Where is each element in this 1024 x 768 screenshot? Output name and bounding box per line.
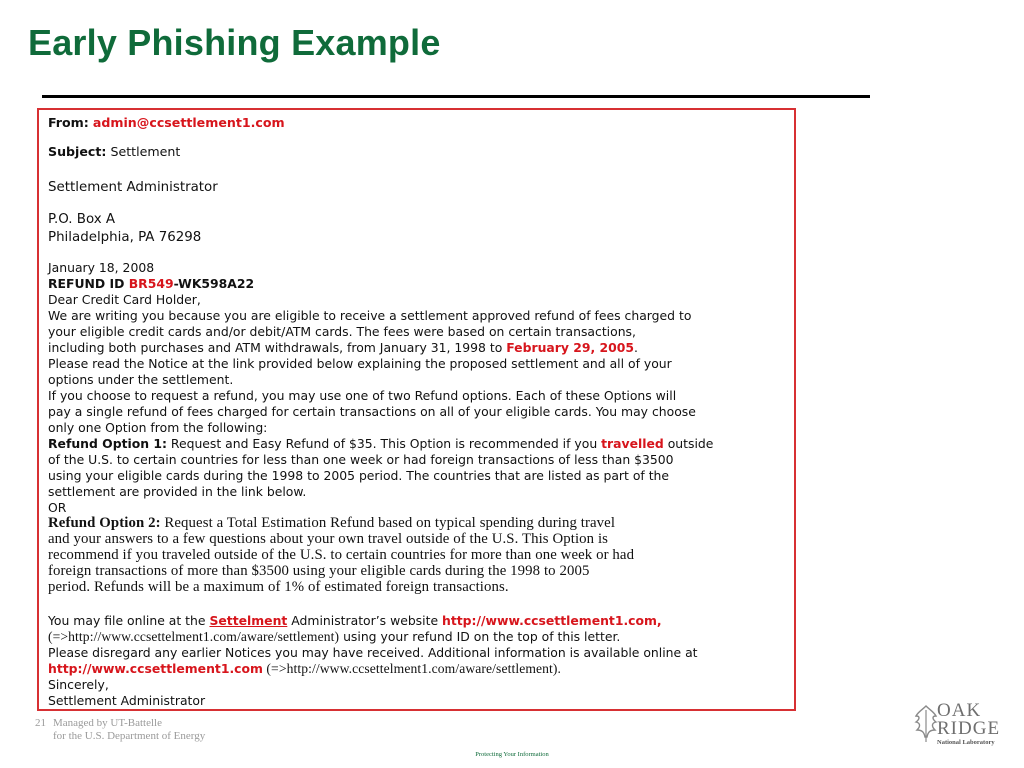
footer-organization: [53, 717, 205, 743]
option-1-text-end: outside: [663, 436, 714, 451]
from-label: From:: [48, 115, 89, 130]
paragraph-1-line-3-end: .: [634, 340, 638, 355]
signoff: Sincerely,: [48, 677, 109, 692]
option-1-line-1: [48, 436, 713, 452]
from-line: [48, 115, 285, 131]
option-2-line-1: [48, 515, 615, 531]
option-1-text: Request and Easy Refund of $35. This Option is recommended if you: [166, 436, 602, 451]
title-underline-rule: [42, 95, 870, 98]
paragraph-1-line-3: [48, 340, 638, 356]
paragraph-2-line-3: only one Option from the following:: [48, 420, 268, 435]
paragraph-2-line-2: pay a single refund of fees charged for certain transactions on all of your eligible cards. You may choose: [48, 404, 696, 419]
logo-word-oak: OAK: [937, 700, 982, 721]
paragraph-1-line-5: options under the settlement.: [48, 372, 234, 387]
letter-date: January 18, 2008: [48, 260, 155, 275]
or-separator: OR: [48, 500, 67, 515]
option-2-line-2: and your answers to a few questions about your own travel outside of the U.S. This Option is: [48, 531, 609, 547]
real-url-text: (=>http://www.ccsettelment1.com/aware/settlement): [48, 629, 340, 644]
file-online-line-3: Please disregard any earlier Notices you may have received. Additional information is available online at: [48, 645, 698, 660]
option-2-line-3: recommend if you traveled outside of the U.S. to certain countries for more than one week or had: [48, 547, 635, 563]
file-online-line-1: [48, 613, 662, 629]
greeting: Dear Credit Card Holder,: [48, 292, 201, 307]
option-2-line-5: period. Refunds will be a maximum of 1% of estimated foreign transactions.: [48, 579, 509, 595]
option-2-text: Request a Total Estimation Refund based on typical spending during travel: [160, 515, 616, 531]
end-date-highlight: February 29, 2005: [506, 340, 634, 355]
option-1-line-4: settlement are provided in the link below.: [48, 484, 307, 499]
file-online-line-2-text: using your refund ID on the top of this letter.: [339, 629, 621, 644]
paragraph-1-line-2: your eligible credit cards and/or debit/ATM cards. The fees were based on certain transactions,: [48, 324, 636, 339]
signature: Settlement Administrator: [48, 693, 206, 708]
footer-org-line-2: for the U.S. Department of Energy: [53, 730, 206, 742]
refund-id-label: REFUND ID: [48, 276, 129, 291]
settelment-misspelling-highlight: Settelment: [209, 613, 288, 628]
ornl-logo: [912, 700, 1004, 750]
phishing-url-link-2[interactable]: http://www.ccsettlement1.com: [48, 661, 263, 676]
oak-leaf-icon: [912, 704, 940, 744]
subject-line: [48, 144, 180, 160]
logo-word-ridge: RIDGE: [937, 718, 1001, 739]
address-line-2: Philadelphia, PA 76298: [48, 230, 202, 245]
option-2-line-4: foreign transactions of more than $3500 using your eligible cards during the 1998 to 2005: [48, 563, 590, 579]
paragraph-1-line-4: Please read the Notice at the link provided below explaining the proposed settlement and all of your: [48, 356, 672, 371]
refund-id-rest: -WK598A22: [173, 276, 255, 291]
paragraph-1-line-1: We are writing you because you are eligible to receive a settlement approved refund of fees charged to: [48, 308, 692, 323]
option-2-label: Refund Option 2:: [48, 515, 161, 531]
footer-org-line-1: Managed by UT-Battelle: [53, 717, 162, 729]
subject-label: Subject:: [48, 144, 107, 159]
logo-subtitle: National Laboratory: [937, 739, 995, 746]
phishing-url-link[interactable]: http://www.ccsettlement1.com,: [442, 613, 662, 628]
paragraph-2-line-1: If you choose to request a refund, you may use one of two Refund options. Each of these Options will: [48, 388, 677, 403]
file-online-line-2: [48, 629, 620, 645]
phishing-email-screenshot: [37, 108, 796, 711]
sender-name: Settlement Administrator: [48, 180, 218, 195]
address-line-1: P.O. Box A: [48, 212, 116, 227]
slide-number: 21: [35, 717, 46, 729]
slide-title: Early Phishing Example: [28, 22, 441, 63]
travelled-highlight: travelled: [601, 436, 664, 451]
option-1-label: Refund Option 1:: [48, 436, 167, 451]
subject-value: Settlement: [110, 144, 181, 159]
from-address: admin@ccsettlement1.com: [92, 115, 285, 130]
option-1-line-3: using your eligible cards during the 1998 to 2005 period. The countries that are listed as part of the: [48, 468, 670, 483]
file-online-text-2: Administrator’s website: [287, 613, 443, 628]
option-1-line-2: of the U.S. to certain countries for less than one week or had foreign transactions of less than $3500: [48, 452, 674, 467]
file-online-line-4: [48, 661, 561, 677]
refund-id-highlight: BR549: [128, 276, 174, 291]
refund-id-line: [48, 276, 254, 292]
footer-center-text: Protecting Your Information: [475, 751, 549, 758]
file-online-text: You may file online at the: [48, 613, 210, 628]
paragraph-1-line-3-text: including both purchases and ATM withdrawals, from January 31, 1998 to: [48, 340, 507, 355]
real-url-text-2: (=>http://www.ccsettelment1.com/aware/settlement).: [262, 661, 562, 676]
